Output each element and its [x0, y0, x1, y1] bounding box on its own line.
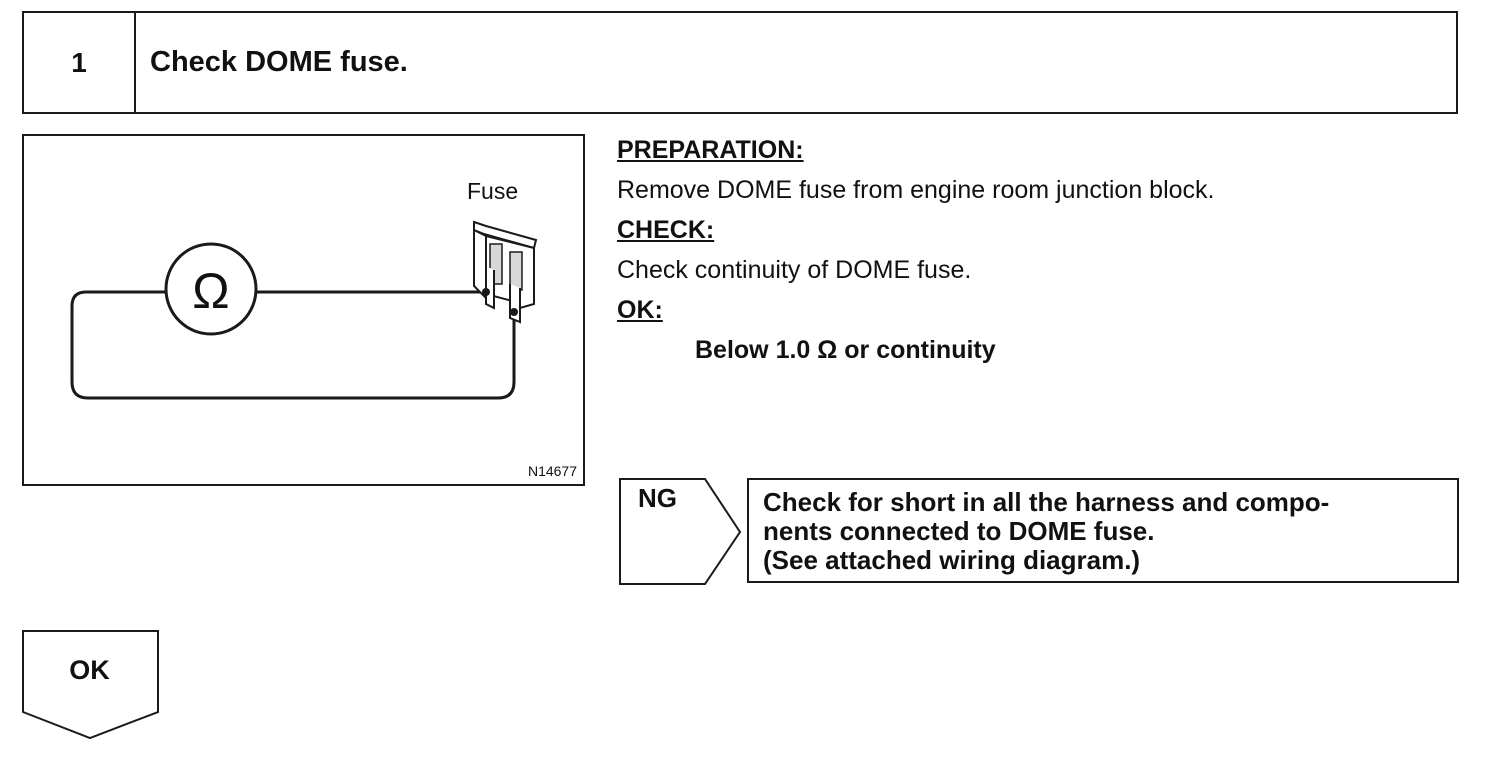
figure-code: N14677: [527, 463, 577, 479]
test-lead-wire: [72, 292, 514, 398]
check-text: Check continuity of DOME fuse.: [617, 256, 972, 284]
ok-heading: OK:: [617, 296, 663, 324]
instructions: [617, 130, 1457, 370]
ng-action-box: [747, 478, 1459, 583]
fuse-icon: [474, 222, 536, 322]
step-header: [22, 11, 1458, 114]
ng-label: NG: [638, 483, 677, 513]
fuse-label: Fuse: [467, 178, 519, 204]
preparation-text: Remove DOME fuse from engine room junction block.: [617, 176, 1215, 204]
ng-action-line: nents connected to DOME fuse.: [763, 516, 1155, 546]
ok-label: OK: [69, 655, 110, 685]
step-title: Check DOME fuse.: [150, 46, 408, 78]
ok-spec: Below 1.0 Ω or continuity: [695, 336, 996, 364]
step-number: 1: [24, 13, 136, 112]
ohm-symbol: Ω: [192, 263, 230, 319]
check-heading: CHECK:: [617, 216, 715, 244]
ng-action-line: (See attached wiring diagram.): [763, 545, 1141, 575]
ng-action-line: Check for short in all the harness and compo-: [763, 487, 1330, 517]
preparation-heading: PREPARATION:: [617, 136, 804, 164]
ohmmeter-fuse-illustration: [22, 134, 585, 486]
